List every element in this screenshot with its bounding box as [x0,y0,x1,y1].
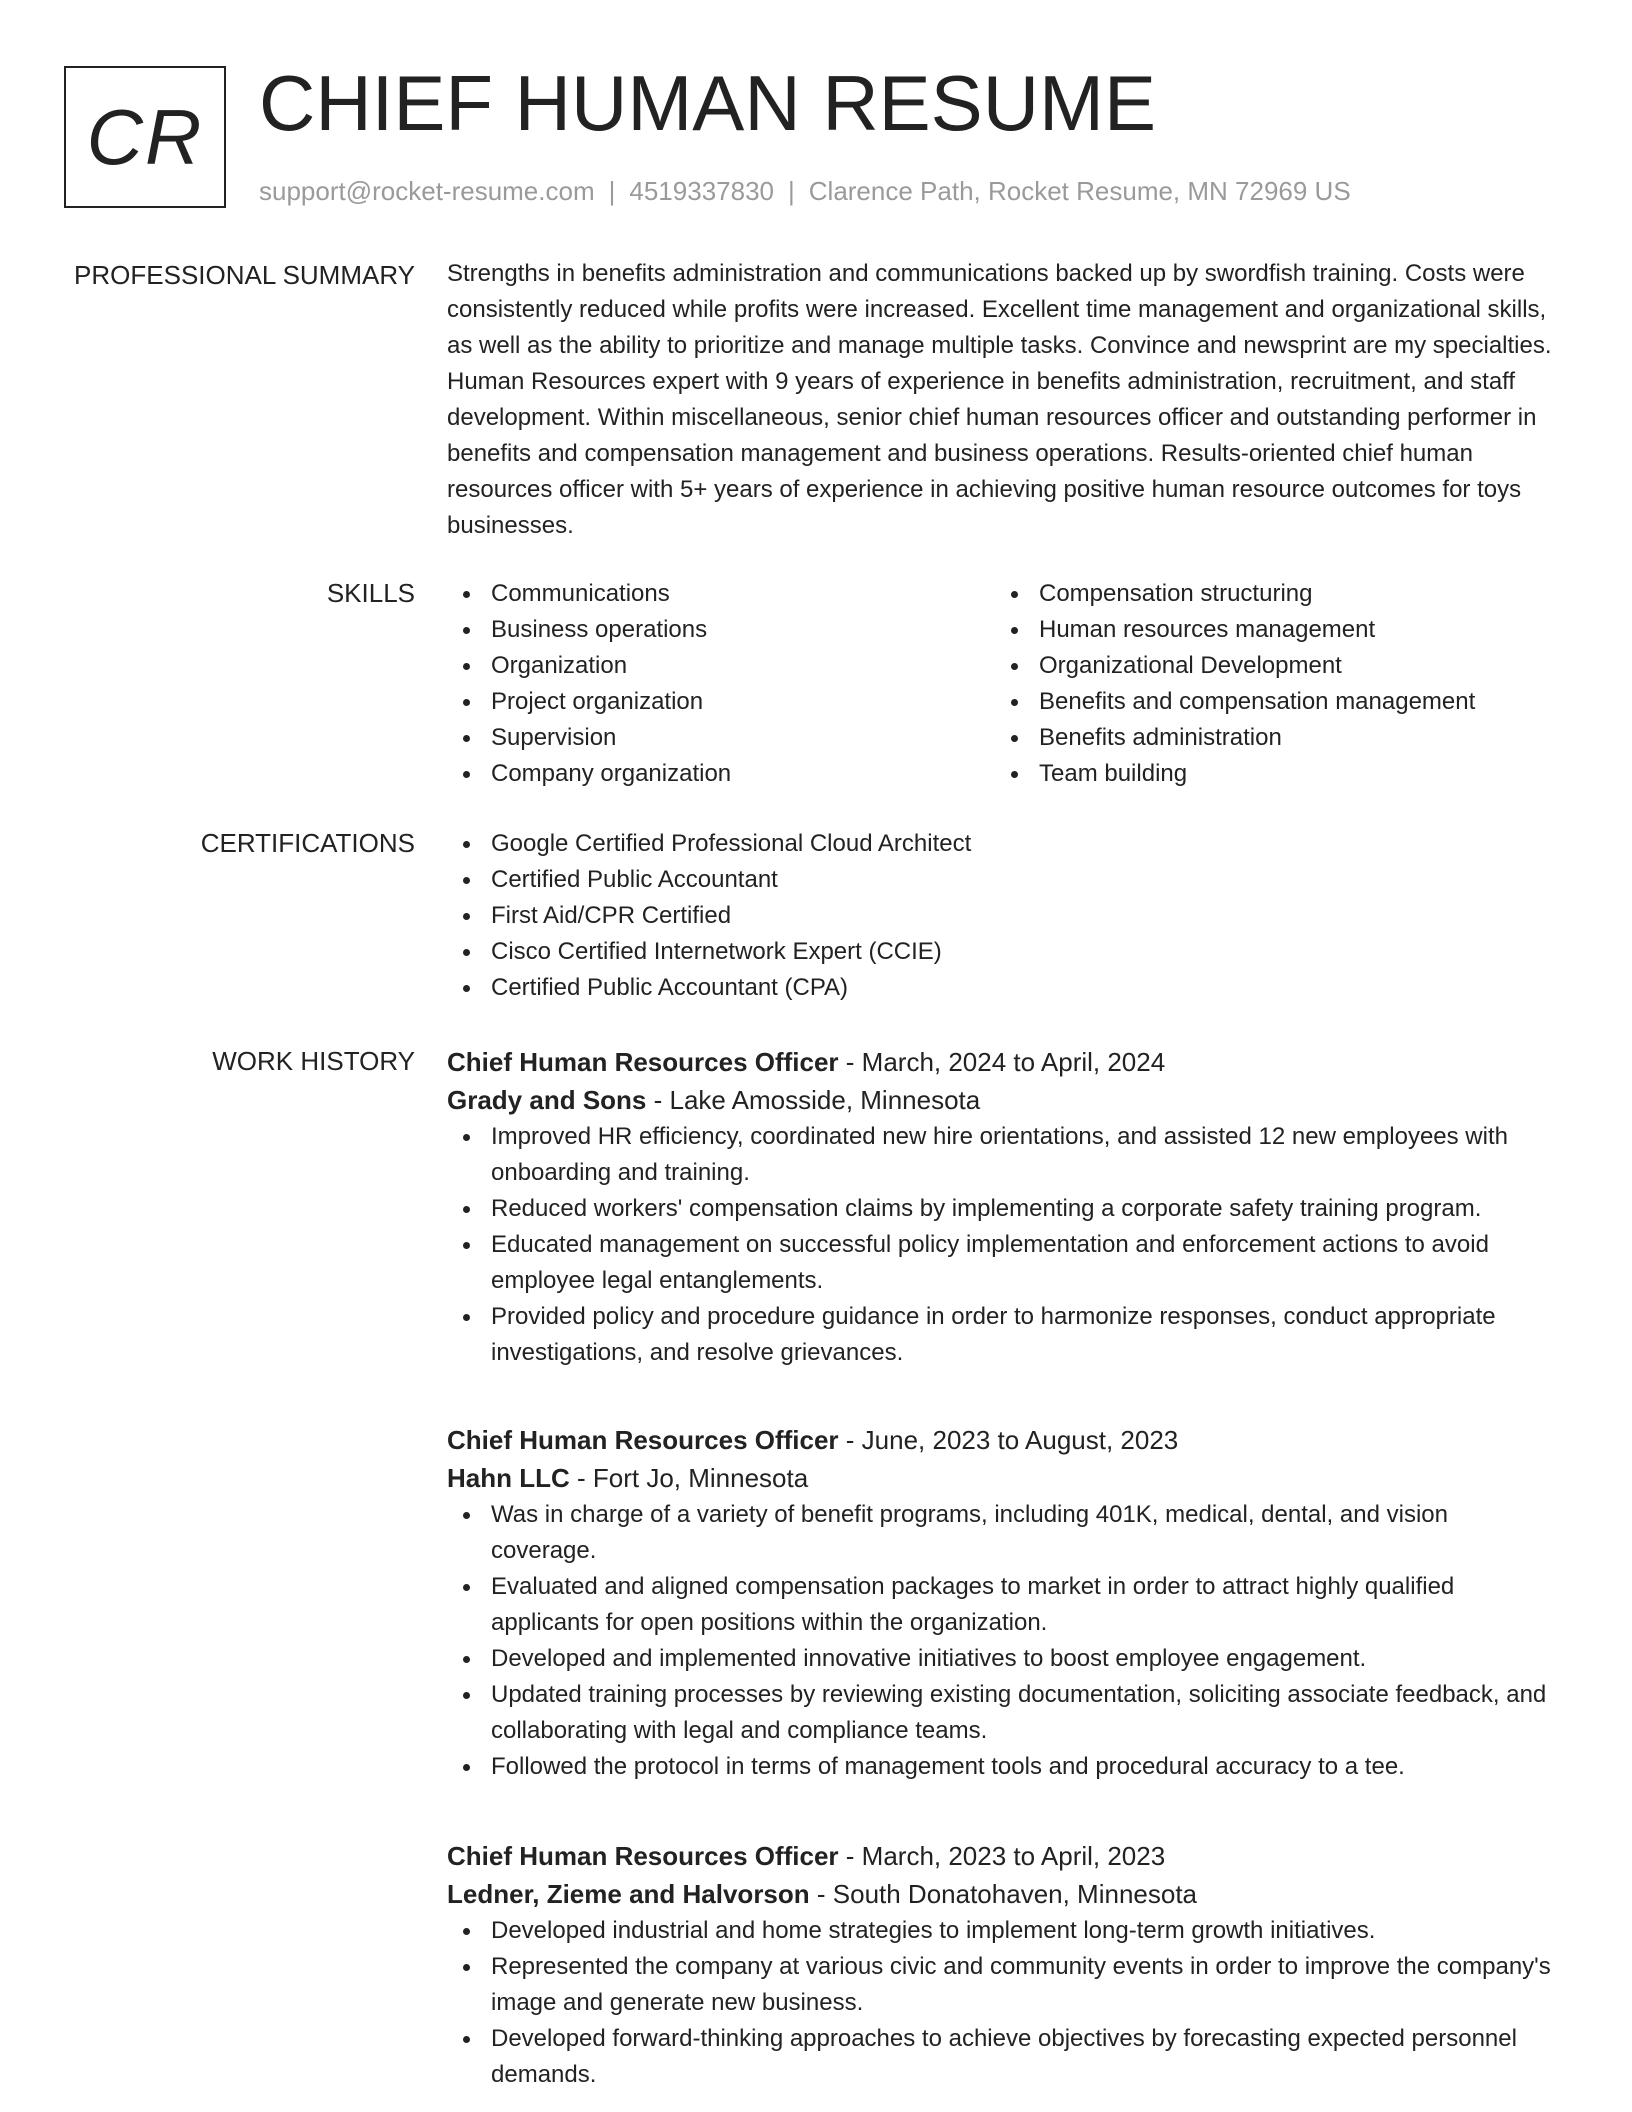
contact-separator: | [608,176,616,206]
job-location: - South Donatohaven, Minnesota [809,1879,1198,1909]
certification-item: Google Certified Professional Cloud Architect [447,826,1557,862]
certifications-heading: CERTIFICATIONS [200,828,415,858]
job-dates: - March, 2024 to April, 2024 [838,1047,1166,1077]
job-location: - Fort Jo, Minnesota [569,1463,809,1493]
job-entry [447,1837,1557,2093]
job-company-line [447,1081,1557,1119]
summary-section [447,256,1557,544]
job-company-line [447,1875,1557,1913]
summary-text: Strengths in benefits administration and communications backed up by swordfish training. Costs were consistently reduced while profits were increased. Excellent time management and organizational skills, as well as the ability to prioritize and manage multiple tasks. Convince and newsprint are my specialties. Human Resources expert with 9 years of experience in benefits administration, recruitment, and staff development. Within miscellaneous, senior chief human resources officer and outstanding performer in benefits and compensation management and business operations. Results-oriented chief human resources officer with 5+ years of experience in achieving positive human resource outcomes for toys businesses. [447,260,1552,539]
skill-item: Team building [995,756,1543,792]
certifications-section [447,826,1557,1006]
skill-item: Benefits administration [995,720,1543,756]
job-duty-item: Updated training processes by reviewing existing documentation, soliciting associate feedback, and collaborating with legal and compliance teams. [447,1677,1557,1749]
job-duty-item: Developed forward-thinking approaches to achieve objectives by forecasting expected personnel demands. [447,2021,1557,2093]
work-history-heading: WORK HISTORY [212,1046,415,1076]
summary-heading: PROFESSIONAL SUMMARY [74,260,415,290]
phone-text[interactable]: 4519337830 [629,176,774,206]
skill-item: Benefits and compensation management [995,684,1543,720]
email-text[interactable]: support@rocket-resume.com [259,176,595,206]
job-title: Chief Human Resources Officer [447,1047,839,1077]
job-duty-item: Developed and implemented innovative initiatives to boost employee engagement. [447,1641,1557,1677]
skill-item: Compensation structuring [995,576,1543,612]
job-title-line [447,1043,1557,1081]
job-duty-item: Represented the company at various civic and community events in order to improve the company's image and generate new business. [447,1949,1557,2021]
certifications-list [447,826,1557,1006]
skill-item: Business operations [447,612,995,648]
skill-item: Project organization [447,684,995,720]
skills-list-left [447,576,995,792]
certification-item: Certified Public Accountant (CPA) [447,970,1557,1006]
skills-list-right [995,576,1543,792]
job-company: Grady and Sons [447,1085,647,1115]
job-duty-item: Was in charge of a variety of benefit programs, including 401K, medical, dental, and vision coverage. [447,1497,1557,1569]
certification-item: First Aid/CPR Certified [447,898,1557,934]
job-title-line [447,1837,1557,1875]
skill-item: Organization [447,648,995,684]
job-duties-list [447,1119,1557,1371]
page-title: CHIEF HUMAN RESUME [259,59,1157,147]
job-company-line [447,1459,1557,1497]
contact-separator: | [788,176,795,206]
skill-item: Company organization [447,756,995,792]
address-text: Clarence Path, Rocket Resume, MN 72969 US [808,176,1351,206]
job-entry [447,1043,1557,1371]
job-duty-item: Educated management on successful policy implementation and enforcement actions to avoid employee legal entanglements. [447,1227,1557,1299]
job-duty-item: Improved HR efficiency, coordinated new hire orientations, and assisted 12 new employees with onboarding and training. [447,1119,1557,1191]
certification-item: Cisco Certified Internetwork Expert (CCIE) [447,934,1557,970]
job-dates: - June, 2023 to August, 2023 [838,1425,1179,1455]
skills-heading: SKILLS [326,578,415,608]
skill-item: Human resources management [995,612,1543,648]
job-duty-item: Reduced workers' compensation claims by implementing a corporate safety training program. [447,1191,1557,1227]
skill-item: Organizational Development [995,648,1543,684]
job-entry [447,1421,1557,1785]
job-duty-item: Evaluated and aligned compensation packages to market in order to attract highly qualified applicants for open positions within the organization. [447,1569,1557,1641]
job-location: - Lake Amosside, Minnesota [646,1085,981,1115]
job-duty-item: Provided policy and procedure guidance in order to harmonize responses, conduct appropriate investigations, and resolve grievances. [447,1299,1557,1371]
job-duties-list [447,1913,1557,2093]
contact-line [259,174,1351,208]
job-title: Chief Human Resources Officer [447,1841,839,1871]
job-company: Ledner, Zieme and Halvorson [447,1879,810,1909]
job-duty-item: Followed the protocol in terms of management tools and procedural accuracy to a tee. [447,1749,1557,1785]
job-title-line [447,1421,1557,1459]
job-duties-list [447,1497,1557,1785]
skills-section [447,576,1557,792]
skill-item: Communications [447,576,995,612]
job-duty-item: Developed industrial and home strategies to implement long-term growth initiatives. [447,1913,1557,1949]
skill-item: Supervision [447,720,995,756]
job-title: Chief Human Resources Officer [447,1425,839,1455]
job-dates: - March, 2023 to April, 2023 [838,1841,1166,1871]
monogram-logo: CR [64,66,226,208]
job-company: Hahn LLC [447,1463,570,1493]
certification-item: Certified Public Accountant [447,862,1557,898]
